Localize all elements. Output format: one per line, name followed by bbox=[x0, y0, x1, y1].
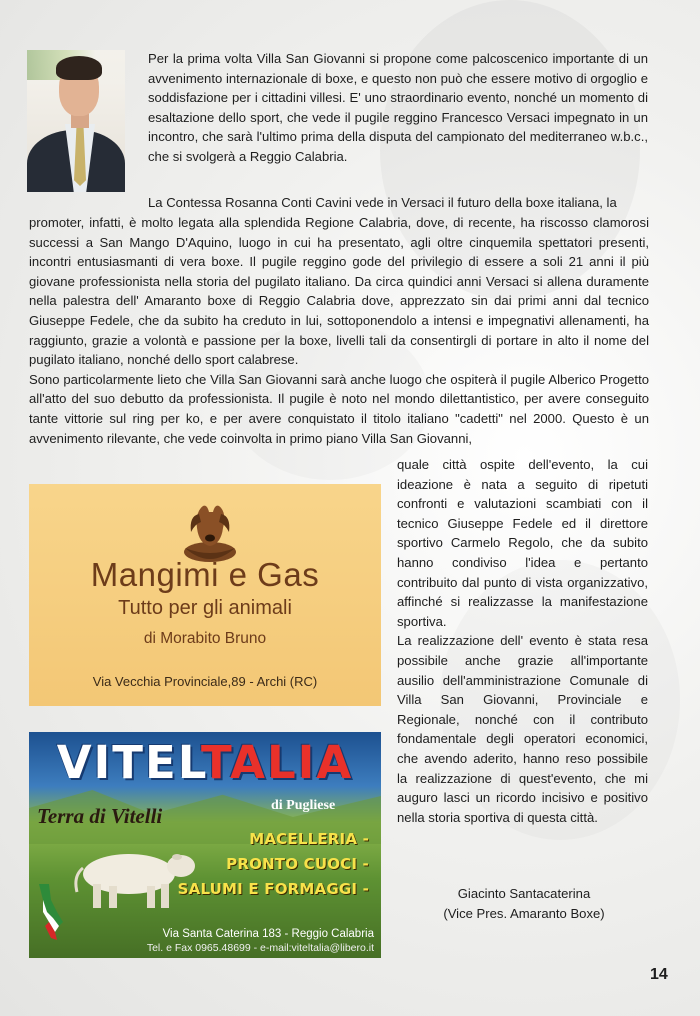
ad-vitel-contact: Tel. e Fax 0965.48699 - e-mail:viteltalia@libero.it bbox=[146, 942, 374, 954]
ad-vitel-address: Via Santa Caterina 183 - Reggio Calabria bbox=[162, 928, 374, 940]
author-portrait-photo bbox=[27, 50, 125, 192]
article-paragraph-2-start: La Contessa Rosanna Conti Cavini vede in Versaci il futuro della boxe italiana, la bbox=[148, 195, 617, 210]
ad-mangimi-e-gas bbox=[29, 484, 381, 706]
ad-vitel-title-a: VITEL bbox=[56, 736, 201, 789]
ad-vitel-by: di Pugliese bbox=[271, 798, 336, 813]
signature-name: Giacinto Santacaterina bbox=[457, 886, 591, 901]
article-paragraph-3: Sono particolarmente lieto che Villa San Giovanni sarà anche luogo che ospiterà il pugile Alberico Progetto all'atto del suo debutto da professionista. Il pugile è noto nel mondo dilettantistico, per avere conseguito tante vittorie sul ring per ko, e per avere conquistato il titolo italiano "cadetti" nel 2000. Questo è un avvenimento rilevante, che vede coinvolta in primo piano Villa San Giovanni, bbox=[29, 371, 649, 446]
ad-vitel-service-salumi: SALUMI E FORMAGGI - bbox=[177, 880, 369, 898]
article-body bbox=[29, 213, 649, 448]
signature-role: (Vice Pres. Amaranto Boxe) bbox=[443, 906, 605, 921]
ad-vitel-title-b: TALIA bbox=[200, 736, 354, 789]
article-paragraph-2: promoter, infatti, è molto legata alla splendida Regione Calabria, dove, di recente, ha riscosso clamorosi successi a San Mango D'Aquino, luogo in cui ha presentato, agli oltre cinquemila spettatori presenti, incontri entusiasmanti di vera boxe. Il pugile reggino gode del privilegio di essere a soli 21 anni il più giovane professionista nella storia del pugilato italiano. Da circa quindici anni Versaci si allena duramente nella palestra dell' Amaranto boxe di Reggio Calabria dove, apprezzato sin dai primi anni dal tecnico Giuseppe Fedele, che da subito ha creduto in lui, sottoponendolo a intensi e impegnativi allenamenti, ha raggiunto, grazie a volontà e passione per la boxe, livelli tali da consentirgli di portare in alto il nome del pugilato italiano, nonché dello sport calabrese. bbox=[29, 215, 649, 368]
page-number: 14 bbox=[650, 966, 668, 983]
ad-mangimi-subtitle: Tutto per gli animali bbox=[118, 597, 292, 619]
ad-vitel-service-pronto-cuoci: PRONTO CUOCI - bbox=[226, 855, 369, 873]
article-lead-paragraph: Per la prima volta Villa San Giovanni si propone come palcoscenico importante di un avvenimento internazionale di boxe, e questo non può che essere motivo di orgoglio e soddisfazione per i cittadini villesi. E' uno straordinario evento, nonché un momento di esaltazione dello sport, che vede il pugile reggino Francesco Versaci impegnato in un incontro, che sarà l'ultimo prima della disputa del campionato del mediterraneo w.b.c., che si svolgerà a Reggio Calabria. bbox=[148, 51, 648, 164]
ad-vitel-tagline: Terra di Vitelli bbox=[37, 804, 163, 828]
article-column-paragraph-1: quale città ospite dell'evento, la cui ideazione è nata a seguito di ripetuti confronti e valutazioni scambiati con il tecnico Giuseppe Fedele ed il direttore sportivo Carmelo Regolo, che da subito hanno condiviso l'idea e pertanto contribuito dal punto di vista organizzativo, affinché si realizzasse la manifestazione sportiva. bbox=[397, 457, 648, 629]
ad-mangimi-title: Mangimi e Gas bbox=[90, 556, 320, 593]
ad-mangimi-owner: di Morabito Bruno bbox=[143, 630, 267, 647]
article-right-column bbox=[397, 455, 648, 827]
ad-viteltalia bbox=[29, 732, 381, 958]
ad-vitel-service-macelleria: MACELLERIA - bbox=[249, 830, 369, 848]
ad-vitel-title bbox=[29, 736, 381, 789]
ad-mangimi-address: Via Vecchia Provinciale,89 - Archi (RC) bbox=[92, 674, 318, 689]
article-column-paragraph-2: La realizzazione dell' evento è stata resa possibile anche grazie all'importante ausilio dell'amministrazione Comunale di Villa San Giovanni, Provinciale e Regionale, nonché con il contributo fondamentale degli operatori economici, che avendo aderito, hanno reso possibile la realizzazione di quest'evento, che mi auguro lasci un ricordo incisivo e positivo nella storia sportiva di questa città. bbox=[397, 633, 648, 825]
cow-illustration bbox=[59, 840, 209, 910]
